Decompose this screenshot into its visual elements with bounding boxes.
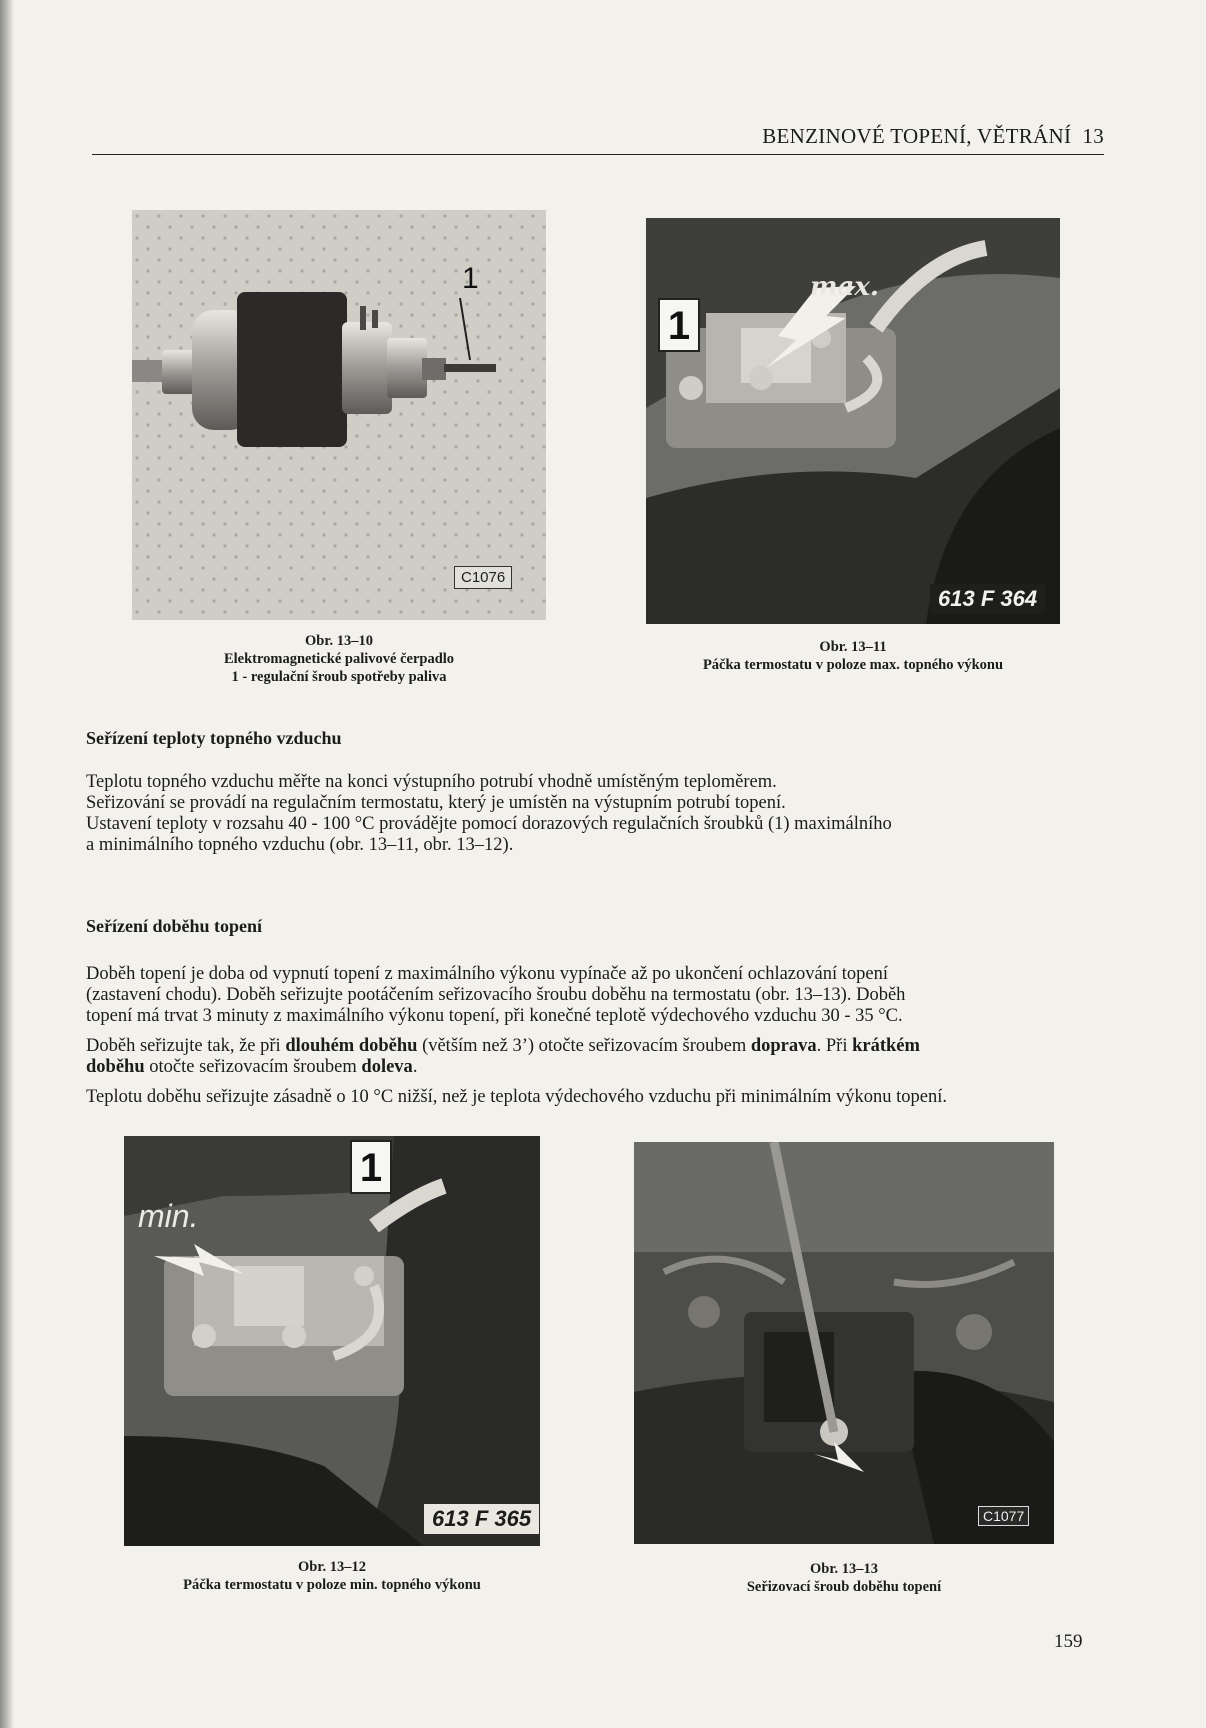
- header-title-text: BENZINOVÉ TOPENÍ, VĚTRÁNÍ: [762, 124, 1072, 148]
- body-line: Doběh topení je doba od vypnutí topení z maximálního výkonu vypínače až po ukončení ochlazování topení: [86, 964, 888, 984]
- body-paragraph-adjust: [86, 1036, 1096, 1078]
- caption-line: 1 - regulační šroub spotřeby paliva: [231, 669, 447, 685]
- body-line: (zastavení chodu). Doběh seřizujte pootáčením seřizovacího šroubu doběhu na termostatu (obr. 13–13). Doběh: [86, 985, 906, 1005]
- caption-line: Obr. 13–13: [810, 1561, 878, 1577]
- caption-line: Obr. 13–11: [819, 639, 887, 655]
- body-line: topení má trvat 3 minuty z maximálního výkonu topení, při konečné teplotě výdechového vzduchu 30 - 35 °C.: [86, 1006, 903, 1026]
- caption-line: Obr. 13–10: [305, 633, 373, 649]
- text-run: .: [412, 1057, 418, 1077]
- afterrun-screw-illustration: [634, 1142, 1054, 1544]
- section-heading-afterrun: Seřízení doběhu topení: [86, 916, 263, 936]
- figure-13-10-photo: [132, 210, 546, 620]
- figure-13-13-caption: [634, 1560, 1054, 1596]
- text-run: . Při: [816, 1036, 853, 1056]
- figure-13-10-caption: [182, 632, 496, 686]
- figure-13-11-callout: 1: [658, 298, 700, 352]
- figure-13-12-callout: 1: [350, 1140, 392, 1194]
- figure-13-11-caption: [646, 638, 1060, 674]
- caption-line: Seřizovací šroub doběhu topení: [746, 1579, 942, 1595]
- figure-13-11-stamp: 613 F 364: [930, 584, 1045, 614]
- page-number: 159: [1054, 1631, 1083, 1652]
- bold-term-right: doprava: [750, 1036, 817, 1056]
- section-temperature-body: [86, 772, 1096, 856]
- figure-13-12-stamp: 613 F 365: [424, 1504, 539, 1534]
- figure-13-12-photo: [124, 1136, 540, 1546]
- text-run: otočte seřizovacím šroubem: [144, 1057, 362, 1077]
- body-line: Teplotu topného vzduchu měřte na konci výstupního potrubí vhodně umístěným teploměrem.: [86, 772, 777, 792]
- body-line: Teplotu doběhu seřizujte zásadně o 10 °C nižší, než je teplota výdechového vzduchu při minimálním výkonu topení.: [86, 1087, 947, 1107]
- caption-line: Elektromagnetické palivové čerpadlo: [223, 651, 455, 667]
- figure-13-11-photo: [646, 218, 1060, 624]
- bold-term-left: doleva: [361, 1057, 413, 1077]
- body-line: a minimálního topného vzduchu (obr. 13–11, obr. 13–12).: [86, 835, 514, 855]
- text-run: Doběh seřizujte tak, že při: [86, 1036, 286, 1056]
- running-header: [92, 118, 1104, 155]
- bold-term-short: krátkém: [852, 1036, 920, 1056]
- page-edge-shadow: [0, 0, 14, 1728]
- bold-term-long-afterrun: dlouhém doběhu: [285, 1036, 418, 1056]
- header-chapter-number: 13: [1082, 124, 1104, 148]
- figure-13-12-handwriting: min.: [138, 1198, 199, 1234]
- figure-13-12-caption: [124, 1558, 540, 1594]
- text-run: (větším než 3’) otočte seřizovacím šroubem: [417, 1036, 751, 1056]
- bold-term-afterrun: doběhu: [86, 1057, 145, 1077]
- fuel-pump-illustration: [132, 210, 546, 620]
- figure-13-13-photo: [634, 1142, 1054, 1544]
- section-afterrun-body: [86, 964, 1096, 1108]
- caption-line: Páčka termostatu v poloze min. topného výkonu: [183, 1577, 481, 1593]
- caption-line: Obr. 13–12: [298, 1559, 366, 1575]
- body-line: Ustavení teploty v rozsahu 40 - 100 °C provádějte pomocí dorazových regulačních šroubků (1) maximálního: [86, 814, 892, 834]
- caption-line: Páčka termostatu v poloze max. topného výkonu: [702, 657, 1004, 673]
- body-line: Seřizování se provádí na regulačním termostatu, který je umístěn na výstupním potrubí topení.: [86, 793, 786, 813]
- section-heading-temperature: Seřízení teploty topného vzduchu: [86, 728, 342, 748]
- header-title: [762, 124, 1104, 149]
- figure-13-13-stamp: C1077: [978, 1506, 1029, 1526]
- figure-13-11-handwriting: max.: [810, 272, 879, 302]
- figure-13-10-stamp: C1076: [454, 566, 512, 589]
- figure-13-10-callout: 1: [462, 262, 479, 295]
- paragraph-gap: [86, 1078, 1096, 1087]
- paragraph-gap: [86, 1027, 1096, 1036]
